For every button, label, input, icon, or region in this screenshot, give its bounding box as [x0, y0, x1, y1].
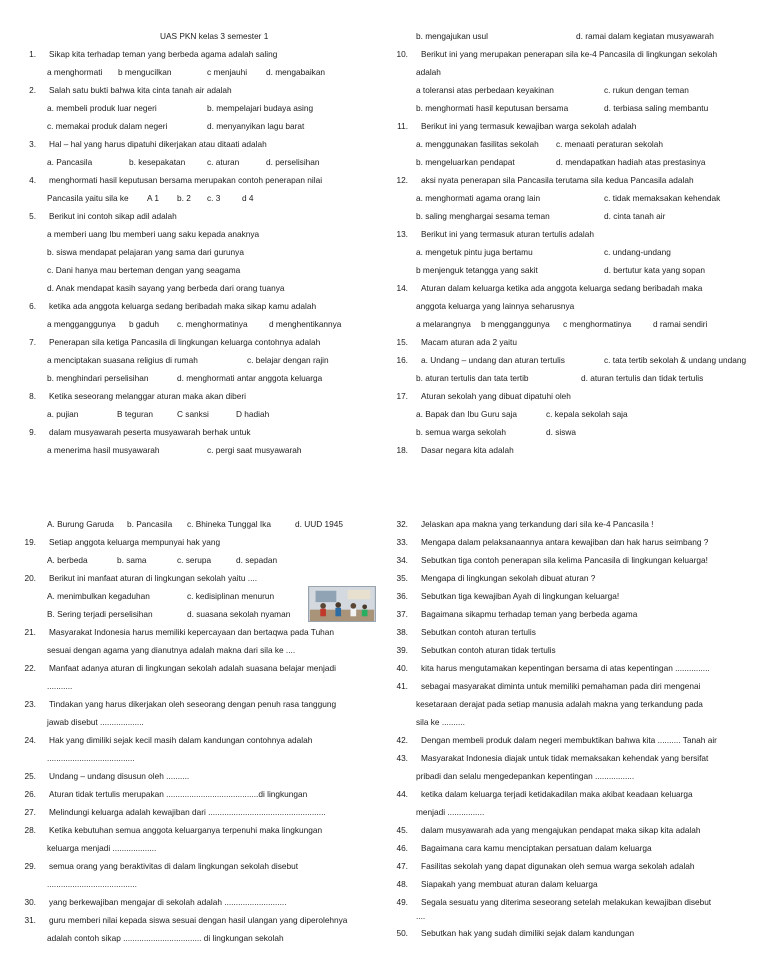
question-number: 28. — [24, 825, 36, 835]
question-20 — [20, 569, 380, 587]
option-c: c. kepala sekolah saja — [546, 409, 628, 419]
question-number: 42. — [396, 735, 408, 745]
question-number: 25. — [24, 771, 36, 781]
option-b: b. mengeluarkan pendapat — [416, 157, 515, 167]
question-text: adalah — [416, 67, 441, 77]
question-48 — [392, 875, 764, 893]
question-text: dalam musyawarah ada yang mengajukan pendapat maka sikap kita adalah — [421, 825, 701, 835]
question-43 — [392, 749, 764, 767]
option-a: a menghormati — [47, 67, 103, 77]
question-text: Sebutkan contoh aturan tertulis — [421, 627, 536, 637]
options-row — [392, 405, 762, 423]
question-14 — [392, 279, 762, 297]
option-c: c menghormatinya — [563, 319, 632, 329]
options-row — [392, 243, 762, 261]
options-row — [20, 351, 370, 369]
option-a: a. pujian — [47, 409, 79, 419]
answer-line: ...................................... — [47, 753, 135, 763]
question-6 — [20, 297, 370, 315]
question-text: Siapakah yang membuat aturan dalam keluarga — [421, 879, 598, 889]
option-a: A. Burung Garuda — [47, 519, 114, 529]
question-text-continued — [20, 713, 380, 731]
option-c: c menjauhi — [207, 67, 248, 77]
option-d: d. terbiasa saling membantu — [604, 103, 709, 113]
option-a: a. mengetuk pintu juga bertamu — [416, 247, 533, 257]
option-a: a. Bapak dan Ibu Guru saja — [416, 409, 518, 419]
option-a: a menerima hasil musyawarah — [47, 445, 160, 455]
column-bottom-right — [392, 515, 764, 942]
option-c: c. pergi saat musyawarah — [207, 445, 302, 455]
question-50 — [392, 924, 764, 942]
option-d: d 4 — [242, 193, 254, 203]
question-number: 7. — [29, 337, 36, 347]
question-number: 31. — [24, 915, 36, 925]
option-b: b. menghormati hasil keputusan bersama — [416, 103, 569, 113]
question-number: 44. — [396, 789, 408, 799]
question-number: 27. — [24, 807, 36, 817]
options-row — [392, 81, 762, 99]
option-c: C sanksi — [177, 409, 209, 419]
question-17 — [392, 387, 762, 405]
question-text: Mengapa dalam pelaksanaannya antara kewajiban dan hak harus seimbang ? — [421, 537, 709, 547]
question-number: 43. — [396, 753, 408, 763]
question-37 — [392, 605, 764, 623]
options-row — [20, 405, 370, 423]
question-text: Hak yang dimiliki sejak kecil masih dalam kandungan contohnya adalah — [49, 735, 313, 745]
option-b: B teguran — [117, 409, 153, 419]
question-number: 9. — [29, 427, 36, 437]
question-number: 11. — [397, 121, 408, 131]
question-text-continued — [392, 803, 764, 821]
question-29 — [20, 857, 380, 875]
classroom-illustration-graphic — [309, 587, 375, 621]
question-16 — [392, 351, 762, 369]
question-42 — [392, 731, 764, 749]
question-text: Berikut ini manfaat aturan di lingkungan sekolah yaitu .... — [49, 573, 258, 583]
option-c: c. 3 — [207, 193, 221, 203]
question-number: 35. — [396, 573, 408, 583]
option-c: c. tata tertib sekolah & undang undang — [604, 355, 747, 365]
option-b: b. semua warga sekolah — [416, 427, 506, 437]
question-number: 5. — [29, 211, 36, 221]
question-1 — [20, 45, 370, 63]
option-d: d. menyanyikan lagu barat — [207, 121, 305, 131]
question-3 — [20, 135, 370, 153]
question-number: 3. — [29, 139, 36, 149]
options-row — [392, 423, 762, 441]
question-22 — [20, 659, 380, 677]
options-row — [20, 441, 370, 459]
options-row — [20, 551, 380, 569]
question-19 — [20, 533, 380, 551]
option-a: a mengganggunya — [47, 319, 116, 329]
option-c: c. rukun dengan teman — [604, 85, 689, 95]
question-28 — [20, 821, 380, 839]
question-number: 26. — [24, 789, 36, 799]
question-text-continued — [392, 63, 762, 81]
question-47 — [392, 857, 764, 875]
option-d: d. sepadan — [236, 555, 278, 565]
option-b: b. sama — [117, 555, 147, 565]
option-b: b. mempelajari budaya asing — [207, 103, 314, 113]
options-row — [392, 315, 762, 333]
option-c-row — [20, 261, 370, 279]
question-text: ketika ada anggota keluarga sedang beribadah maka sikap kamu adalah — [49, 301, 317, 311]
column-bottom-left — [20, 515, 380, 947]
question-49 — [392, 893, 764, 911]
question-number: 20. — [24, 573, 36, 583]
options-row — [20, 99, 370, 117]
question-34 — [392, 551, 764, 569]
question-text: Berikut ini contoh sikap adil adalah — [49, 211, 177, 221]
question-text: Aturan sekolah yang dibuat dipatuhi oleh — [421, 391, 571, 401]
question-number: 10. — [396, 49, 408, 59]
answer-line: .... — [416, 911, 426, 921]
question-text-continued — [392, 767, 764, 785]
question-text: menjadi ................ — [416, 807, 485, 817]
question-number: 12. — [396, 175, 408, 185]
question-text: Undang – undang disusun oleh .......... — [49, 771, 190, 781]
options-row — [20, 153, 370, 171]
question-31 — [20, 911, 380, 929]
question-text: menghormati hasil keputusan bersama merupakan contoh penerapan nilai — [49, 175, 323, 185]
option-a: a. Pancasila — [47, 157, 93, 167]
option-b: B. Sering terjadi perselisihan — [47, 609, 153, 619]
question-text: sesuai dengan agama yang dianutnya adalah makna dari sila ke .... — [47, 645, 296, 655]
question-5 — [20, 207, 370, 225]
question-25 — [20, 767, 380, 785]
options-row — [392, 261, 762, 279]
question-21 — [20, 623, 380, 641]
option-d: d ramai sendiri — [653, 319, 708, 329]
question-text: semua orang yang beraktivitas di dalam lingkungan sekolah disebut — [49, 861, 299, 871]
option-d: d. suasana sekolah nyaman — [187, 609, 291, 619]
question-text: adalah contoh sikap .................................. di lingkungan sekolah — [47, 933, 284, 943]
question-number: 23. — [24, 699, 36, 709]
option-b: b. kesepakatan — [129, 157, 186, 167]
question-text: Masyarakat Indonesia diajak untuk tidak memaksakan kehendak yang bersifat — [421, 753, 709, 763]
question-number: 37. — [396, 609, 408, 619]
question-number: 46. — [396, 843, 408, 853]
question-text: Penerapan sila ketiga Pancasila di lingkungan keluarga contohnya adalah — [49, 337, 321, 347]
question-number: 18. — [396, 445, 408, 455]
answer-blank — [20, 677, 380, 695]
question-text: Sebutkan tiga contoh penerapan sila kelima Pancasila di lingkungan keluarga! — [421, 555, 708, 565]
option-c: c. Bhineka Tunggal Ika — [187, 519, 271, 529]
question-text: ketika dalam keluarga terjadi ketidakadilan maka akibat keadaan keluarga — [421, 789, 693, 799]
options-row — [20, 515, 380, 533]
question-number: 39. — [396, 645, 408, 655]
option-c: c. tidak memaksakan kehendak — [604, 193, 721, 203]
question-number: 19. — [24, 537, 36, 547]
question-text: Sebutkan hak yang sudah dimiliki sejak dalam kandungan — [421, 928, 635, 938]
option-a: A. menimbulkan kegaduhan — [47, 591, 150, 601]
question-number: 47. — [396, 861, 408, 871]
question-text-continued — [20, 189, 370, 207]
question-number: 17. — [396, 391, 408, 401]
question-number: 36. — [396, 591, 408, 601]
column-top-left — [20, 45, 370, 459]
question-number: 32. — [396, 519, 408, 529]
question-26 — [20, 785, 380, 803]
question-text: guru memberi nilai kepada siswa sesuai dengan hasil ulangan yang diperolehnya — [49, 915, 348, 925]
option-d: D hadiah — [236, 409, 270, 419]
option-b: b mengucilkan — [118, 67, 172, 77]
question-text: Dengan membeli produk dalam negeri membuktikan bahwa kita .......... Tanah air — [421, 735, 717, 745]
question-number: 40. — [396, 663, 408, 673]
option-c: c. menaati peraturan sekolah — [556, 139, 664, 149]
question-number: 50. — [396, 928, 408, 938]
question-number: 34. — [396, 555, 408, 565]
option-c: c. memakai produk dalam negeri — [47, 121, 168, 131]
question-36 — [392, 587, 764, 605]
question-41 — [392, 677, 764, 695]
question-text: Macam aturan ada 2 yaitu — [421, 337, 517, 347]
options-row — [20, 63, 370, 81]
options-row — [392, 153, 762, 171]
question-number: 13. — [396, 229, 408, 239]
question-text-continued — [392, 297, 762, 315]
question-7 — [20, 333, 370, 351]
column-top-right — [392, 27, 762, 459]
question-text: Fasilitas sekolah yang dapat digunakan oleh semua warga sekolah adalah — [421, 861, 695, 871]
question-15 — [392, 333, 762, 351]
option-c: c. menghormatinya — [177, 319, 248, 329]
option-a: A 1 — [147, 193, 159, 203]
question-9 — [20, 423, 370, 441]
question-number: 6. — [29, 301, 36, 311]
question-number: 24. — [24, 735, 36, 745]
question-text: jawab disebut ................... — [47, 717, 144, 727]
question-24 — [20, 731, 380, 749]
question-text: Pancasila yaitu sila ke — [47, 193, 129, 203]
question-number: 41. — [396, 681, 408, 691]
answer-blank — [20, 749, 380, 767]
question-text: Tindakan yang harus dikerjakan oleh seseorang dengan penuh rasa tanggung — [49, 699, 337, 709]
question-32 — [392, 515, 764, 533]
option-b-row — [20, 243, 370, 261]
option-a: a memberi uang Ibu memberi uang saku kepada anaknya — [47, 229, 260, 239]
question-number: 30. — [24, 897, 36, 907]
question-text: Segala sesuatu yang diterima seseorang setelah melakukan kewajiban disebut — [421, 897, 712, 907]
answer-blank — [392, 911, 764, 924]
question-text: dalam musyawarah peserta musyawarah berhak untuk — [49, 427, 251, 437]
question-46 — [392, 839, 764, 857]
question-text: kita harus mengutamakan kepentingan bersama di atas kepentingan ............... — [421, 663, 710, 673]
question-number: 1. — [29, 49, 36, 59]
option-d: d. UUD 1945 — [295, 519, 343, 529]
question-11 — [392, 117, 762, 135]
question-text-continued — [20, 929, 380, 947]
option-d: d. ramai dalam kegiatan musyawarah — [576, 31, 714, 41]
option-a-row — [20, 225, 370, 243]
question-text: keluarga menjadi ................... — [47, 843, 157, 853]
question-number: 21. — [24, 627, 36, 637]
question-text: Melindungi keluarga adalah kewajiban dari ................................................... — [49, 807, 326, 817]
option-d: d. aturan tertulis dan tidak tertulis — [581, 373, 704, 383]
question-text: Aturan tidak tertulis merupakan ........................................di lingkungan — [49, 789, 308, 799]
question-23 — [20, 695, 380, 713]
answer-line: ....................................... — [47, 879, 137, 889]
classroom-illustration — [308, 586, 376, 622]
question-number: 4. — [29, 175, 36, 185]
question-number: 14. — [396, 283, 408, 293]
question-number: 29. — [24, 861, 36, 871]
question-number: 15. — [396, 337, 408, 347]
question-text: Jelaskan apa makna yang terkandung dari sila ke-4 Pancasila ! — [421, 519, 654, 529]
question-44 — [392, 785, 764, 803]
option-b: b. mengajukan usul — [416, 31, 488, 41]
option-d: d. siswa — [546, 427, 576, 437]
question-number: 48. — [396, 879, 408, 889]
question-number: 22. — [24, 663, 36, 673]
option-c: c. Dani hanya mau berteman dengan yang seagama — [47, 265, 241, 275]
question-text: aksi nyata penerapan sila Pancasila terutama sila kedua Pancasila adalah — [421, 175, 694, 185]
question-12 — [392, 171, 762, 189]
question-text: Dasar negara kita adalah — [421, 445, 514, 455]
question-text: Salah satu bukti bahwa kita cinta tanah air adalah — [49, 85, 232, 95]
question-text: kesetaraan derajat pada setiap manusia adalah makna yang terkandung pada — [416, 699, 703, 709]
option-a: a. Undang – undang dan aturan tertulis — [421, 355, 565, 365]
question-text: Aturan dalam keluarga ketika ada anggota keluarga sedang beribadah maka — [421, 283, 703, 293]
question-text: Bagaimana sikapmu terhadap teman yang berbeda agama — [421, 609, 638, 619]
question-text: Berikut ini yang termasuk aturan tertulis adalah — [421, 229, 594, 239]
question-39 — [392, 641, 764, 659]
option-b: b mengganggunya — [481, 319, 550, 329]
question-text: Ketika kebutuhan semua anggota keluarganya terpenuhi maka lingkungan — [49, 825, 323, 835]
question-13 — [392, 225, 762, 243]
option-d: d. Anak mendapat kasih sayang yang berbeda dari orang tuanya — [47, 283, 285, 293]
options-row — [392, 189, 762, 207]
question-text-continued — [392, 713, 764, 731]
question-text: Setiap anggota keluarga mempunyai hak yang — [49, 537, 221, 547]
question-number: 8. — [29, 391, 36, 401]
question-number: 2. — [29, 85, 36, 95]
question-45 — [392, 821, 764, 839]
question-number: 16. — [396, 355, 408, 365]
question-number: 45. — [396, 825, 408, 835]
question-18 — [392, 441, 762, 459]
option-d-row — [20, 279, 370, 297]
question-text: Sikap kita terhadap teman yang berbeda agama adalah saling — [49, 49, 278, 59]
question-8 — [20, 387, 370, 405]
option-a: a menciptakan suasana religius di rumah — [47, 355, 198, 365]
option-b: b menjenguk tetangga yang sakit — [416, 265, 538, 275]
options-row — [20, 369, 370, 387]
question-text: anggota keluarga yang lainnya seharusnya — [416, 301, 575, 311]
option-a: a toleransi atas perbedaan keyakinan — [416, 85, 554, 95]
options-row — [20, 315, 370, 333]
option-c: c. aturan — [207, 157, 240, 167]
options-row — [392, 99, 762, 117]
answer-blank — [20, 875, 380, 893]
question-text-continued — [20, 839, 380, 857]
option-b: b. 2 — [177, 193, 191, 203]
question-text: Masyarakat Indonesia harus memiliki kepercayaan dan bertaqwa pada Tuhan — [49, 627, 335, 637]
option-b: b. saling menghargai sesama teman — [416, 211, 550, 221]
question-text-continued — [392, 695, 764, 713]
question-35 — [392, 569, 764, 587]
option-d: d. bertutur kata yang sopan — [604, 265, 706, 275]
options-row — [392, 27, 762, 45]
option-c: c. serupa — [177, 555, 212, 565]
question-number: 33. — [396, 537, 408, 547]
question-text: Sebutkan tiga kewajiban Ayah di lingkungan keluarga! — [421, 591, 620, 601]
answer-line: ........... — [47, 681, 73, 691]
question-number: 38. — [396, 627, 408, 637]
option-a: a. membeli produk luar negeri — [47, 103, 157, 113]
option-d: d menghentikannya — [269, 319, 342, 329]
options-row — [392, 135, 762, 153]
question-text: pribadi dan selalu mengedepankan kepentingan ................. — [416, 771, 635, 781]
question-27 — [20, 803, 380, 821]
option-c: c. undang-undang — [604, 247, 671, 257]
option-a: a. menghormati agama orang lain — [416, 193, 541, 203]
question-number: 49. — [396, 897, 408, 907]
question-text: Manfaat adanya aturan di lingkungan sekolah adalah suasana belajar menjadi — [49, 663, 336, 673]
option-a: A. berbeda — [47, 555, 88, 565]
question-text: yang berkewajiban mengajar di sekolah adalah ........................... — [49, 897, 287, 907]
question-33 — [392, 533, 764, 551]
option-b: b. menghindari perselisihan — [47, 373, 149, 383]
options-row — [392, 207, 762, 225]
option-d: d. menghormati antar anggota keluarga — [177, 373, 323, 383]
question-10 — [392, 45, 762, 63]
option-b: b. aturan tertulis dan tata tertib — [416, 373, 529, 383]
option-d: d. mendapatkan hadiah atas prestasinya — [556, 157, 706, 167]
option-d: d. perselisihan — [266, 157, 320, 167]
question-2 — [20, 81, 370, 99]
question-4 — [20, 171, 370, 189]
question-text: Bagaimana cara kamu menciptakan persatuan dalam keluarga — [421, 843, 652, 853]
options-row — [20, 117, 370, 135]
question-text: Berikut ini yang merupakan penerapan sila ke-4 Pancasila di lingkungan sekolah — [421, 49, 718, 59]
question-text: sila ke .......... — [416, 717, 465, 727]
option-d: d. cinta tanah air — [604, 211, 666, 221]
question-text: Berikut ini yang termasuk kewajiban warga sekolah adalah — [421, 121, 637, 131]
option-b: b. Pancasila — [127, 519, 173, 529]
question-text-continued — [20, 641, 380, 659]
question-30 — [20, 893, 380, 911]
option-c: c. kedisiplinan menurun — [187, 591, 275, 601]
page-title: UAS PKN kelas 3 semester 1 — [160, 31, 269, 41]
option-b: b. siswa mendapat pelajaran yang sama dari gurunya — [47, 247, 244, 257]
option-b: b gaduh — [129, 319, 159, 329]
option-a: a melarangnya — [416, 319, 471, 329]
option-c: c. belajar dengan rajin — [247, 355, 329, 365]
option-d: d. mengabaikan — [266, 67, 326, 77]
option-a: a. menggunakan fasilitas sekolah — [416, 139, 539, 149]
options-row — [392, 369, 762, 387]
question-text: Sebutkan contoh aturan tidak tertulis — [421, 645, 556, 655]
question-40 — [392, 659, 764, 677]
question-text: sebagai masyarakat diminta untuk memiliki pemahaman pada diri mengenai — [421, 681, 701, 691]
question-38 — [392, 623, 764, 641]
question-text: Mengapa di lingkungan sekolah dibuat aturan ? — [421, 573, 596, 583]
question-text: Hal – hal yang harus dipatuhi dikerjakan atau ditaati adalah — [49, 139, 267, 149]
question-text: Ketika seseorang melanggar aturan maka akan diberi — [49, 391, 246, 401]
